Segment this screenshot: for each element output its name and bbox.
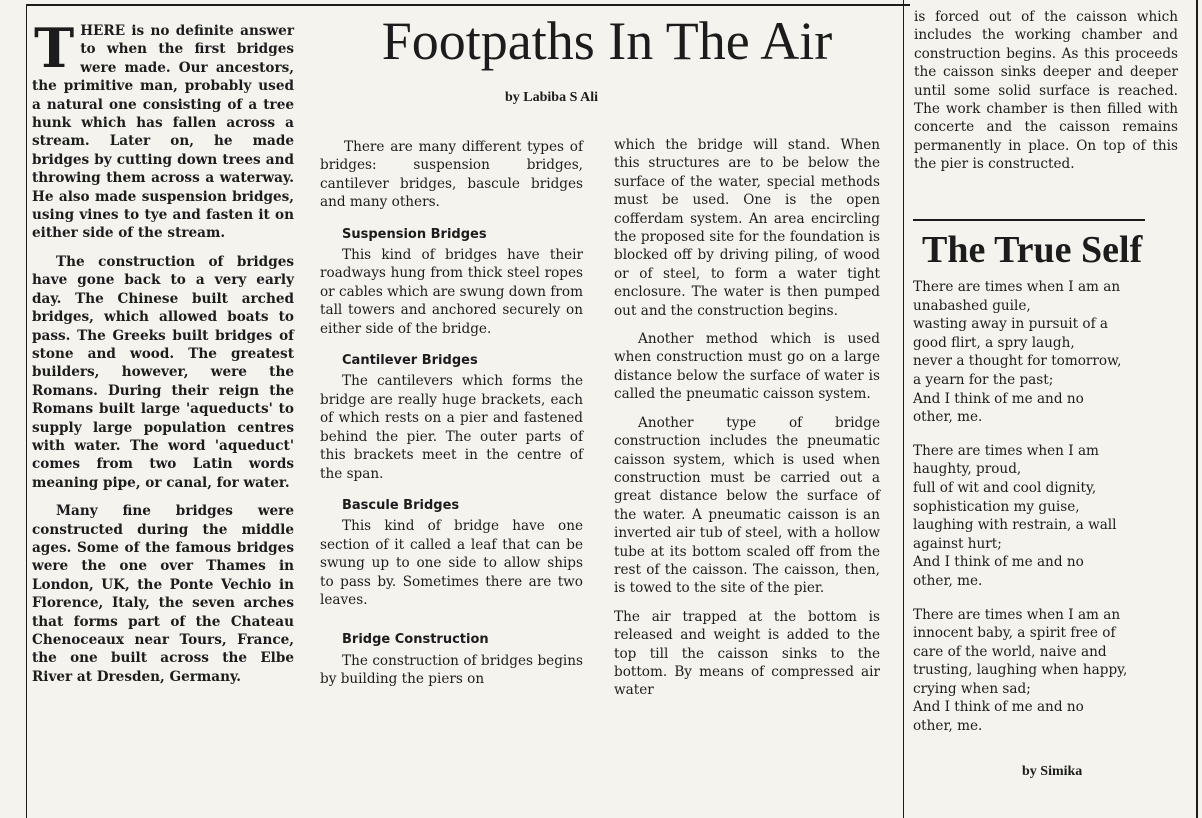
column-4	[914, 8, 1178, 184]
column-3	[614, 136, 880, 710]
paragraph-history: The construction of bridges have gone back to a very early day. The Chinese built arched bridges, which allowed boats to pass. The Greeks built bridges of stone and wood. The greatest builders, however, were the Romans. During their reign the Romans built large 'aqueducts' to supply large population centres with water. The word 'aqueduct' comes from two Latin words meaning pipe, or canal, for water.	[32, 253, 294, 491]
poem-stanza	[913, 442, 1188, 591]
poem-line: There are times when I am	[913, 442, 1099, 459]
paragraph-continued: is forced out of the caisson which includes the working chamber and construction begins. As this proceeds the caisson sinks deeper and deeper until some solid surface is reached. The work chamber is then filled with concerte and the caisson remains permanently in place. On top of this the pier is constructed.	[914, 9, 1178, 173]
poem-line: wasting away in pursuit of a	[913, 316, 1109, 333]
poem-line: innocent baby, a spirit free of	[913, 625, 1116, 642]
poem-line: trusting, laughing when happy,	[913, 662, 1128, 679]
top-rule	[26, 4, 910, 6]
poem-line: other, me.	[913, 718, 983, 735]
paragraph-construction: The construction of bridges begins by building the piers on	[320, 652, 583, 688]
poem-line: sophistication my guise,	[913, 498, 1080, 515]
paragraph-method: Another method which is used when construction must go on a large distance below the surface of water is called the pneumatic caisson system.	[614, 331, 880, 403]
column-1	[32, 16, 294, 696]
paragraph-suspension: This kind of bridges have their roadways hung from thick steel ropes or cables which are swung down from tall towers and anchored securely on either side of the bridge.	[320, 247, 583, 337]
poem-line: against hurt;	[913, 535, 1002, 552]
subhead-suspension: Suspension Bridges	[342, 226, 487, 242]
poem-body	[913, 278, 1188, 751]
poem-line: other, me.	[913, 572, 983, 589]
subhead-cantilever: Cantilever Bridges	[342, 353, 478, 369]
paragraph-cofferdam: which the bridge will stand. When this structures are to be below the surface of the water, special methods must be used. One is the open cofferdam system. An area encircling the proposed site for the foundation is blocked off by driving piling, of wood or of steel, to form a water tight enclosure. The water is then pumped out and the construction begins.	[614, 137, 880, 319]
poem-line: good flirt, a spry laugh,	[913, 334, 1075, 351]
poem-line: unabashed guile,	[913, 297, 1031, 314]
paragraph-middle-ages: Many fine bridges were constructed during the middle ages. Some of the famous bridges were the one over Thames in London, UK, the Ponte Vechio in Florence, Italy, the seven arches that forms part of the Chateau Chenoceaux near Tours, France, the one built across the Elbe River at Dresden, Germany.	[32, 503, 294, 685]
paragraph-cantilever: The cantilevers which forms the bridge are really huge brackets, each of which rests on a pier and fastened behind the pier. The outer parts of this brackets meet in the centre of the span.	[320, 373, 583, 482]
poem-line: care of the world, naive and	[913, 643, 1107, 660]
drop-cap: T	[34, 16, 75, 80]
poem-line: And I think of me and no	[913, 390, 1084, 407]
poem-line: And I think of me and no	[913, 699, 1084, 716]
poem-stanza	[913, 606, 1188, 736]
poem-line: other, me.	[913, 409, 983, 426]
poem-line: crying when sad;	[913, 680, 1031, 697]
subhead-bascule: Bascule Bridges	[342, 497, 460, 513]
poem-line: a yearn for the past;	[913, 371, 1054, 388]
poem-line: never a thought for tomorrow,	[913, 353, 1122, 370]
column-rule-left	[26, 4, 27, 818]
poem-line: There are times when I am an	[913, 279, 1121, 295]
paragraph-caisson: Another type of bridge construction includes the pneumatic caisson system, which is used when construction must be carried out a great distance below the surface of the water. A pneumatic caisson is an inverted air tub of steel, with a hollow tube at its bottom scaled off from the rest of the caisson. The caisson, then, is towed to the site of the pier.	[614, 414, 880, 597]
poem-line: haughty, proud,	[913, 461, 1022, 478]
poem-title: The True Self	[922, 229, 1143, 271]
paragraph-bascule: This kind of bridge have one section of it called a leaf that can be swung up to one side to allow ships to pass by. Sometimes there are two leaves.	[320, 518, 583, 608]
poem-line: full of wit and cool dignity,	[913, 479, 1097, 496]
column-2	[320, 138, 583, 695]
poem-line: There are times when I am an	[913, 606, 1121, 623]
article-headline: Footpaths In The Air	[381, 11, 833, 71]
article-byline: by Labiba S Ali	[505, 90, 598, 105]
poem-top-rule	[913, 219, 1145, 221]
intro-text: HERE is no definite answer to when the first bridges were made. Our ancestors, the primitive man, probably used a natural one consisting of a tree hunk which has fallen across a stream. Later on, he made bridges by cutting down trees and throwing them across a waterway. He also made suspension bridges, using vines to tye and fasten it on either side of the stream.	[32, 23, 294, 242]
paragraph-types: There are many different types of bridges: suspension bridges, cantilever bridges, bascule bridges and many others.	[320, 139, 583, 211]
subhead-construction: Bridge Construction	[342, 632, 489, 648]
poem-stanza	[913, 278, 1188, 427]
poem-author: by Simika	[1022, 764, 1083, 779]
poem-line: laughing with restrain, a wall	[913, 517, 1117, 534]
right-edge-rule	[1196, 0, 1198, 818]
column-rule-poem	[903, 0, 904, 818]
poem-line: And I think of me and no	[913, 554, 1084, 571]
intro-paragraph	[32, 16, 294, 243]
paragraph-air: The air trapped at the bottom is released and weight is added to the top till the caisson sinks to the bottom. By means of compressed air water	[614, 608, 880, 699]
